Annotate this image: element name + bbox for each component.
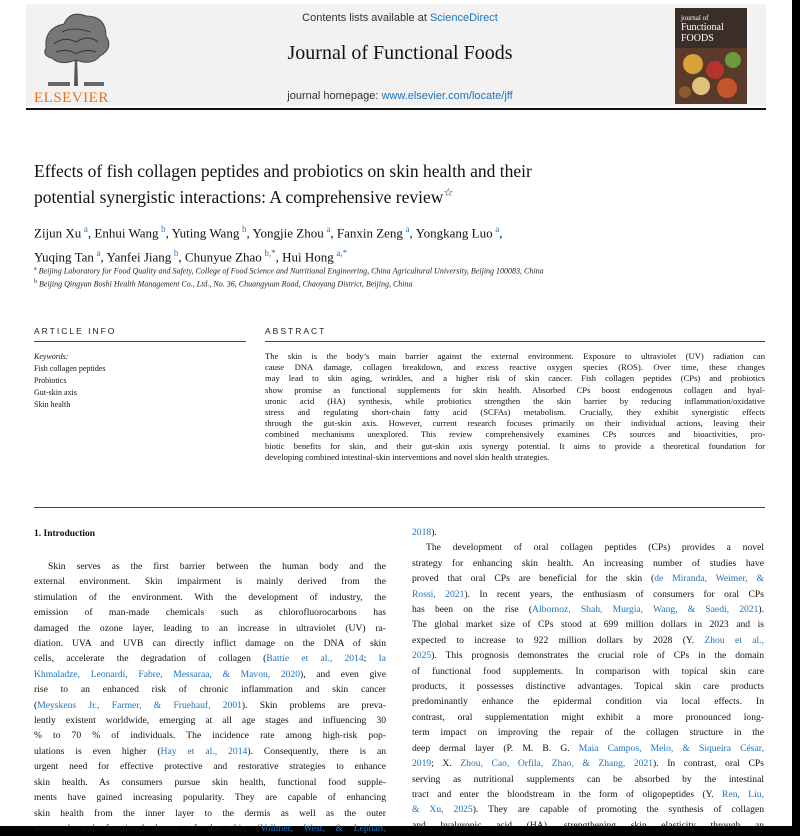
- body-text: contrast, oral supplementation might exhibit a more pronounced long-: [412, 711, 764, 723]
- article-info-rule: [34, 341, 246, 342]
- body-text: The global market size of CPs stood at 699 million dollars in 2023 and is: [412, 619, 764, 631]
- body-text-line: [34, 559, 386, 574]
- article-title-line-2: potential synergistic interactions: A comprehensive review: [34, 186, 444, 207]
- body-text-line: [34, 698, 386, 713]
- contents-prefix: Contents lists available at: [302, 12, 430, 24]
- abstract-line: may lead to skin aging, wrinkles, and a higher risk of skin cancer. Fish collagen peptides (CPs) and probiotics: [265, 373, 765, 384]
- body-text-line: [412, 818, 764, 833]
- body-text: ). This prognosis demonstrates the crucial role of CPs in the domain: [431, 650, 764, 662]
- body-text-line: [34, 821, 386, 836]
- body-text-line: [412, 571, 764, 586]
- abstract-line: The skin is the body’s main barrier against the external environment. Exposure to ultraviolet (UV) radiation can: [265, 351, 765, 361]
- body-text-line: [412, 694, 764, 709]
- body-text: cells, accelerate the degradation of collagen (: [34, 653, 267, 665]
- keyword-item: Fish collagen peptides: [34, 364, 106, 373]
- body-text-line: [34, 574, 386, 589]
- affiliation-text: Beijing Qingyan Boshi Health Management Co., Ltd., No. 36, Chuangyuan Road, Chaoyang District, Beijing, China: [39, 279, 413, 289]
- author-affiliation-marker[interactable]: b: [161, 224, 166, 234]
- journal-title[interactable]: Journal of Functional Foods: [287, 42, 513, 64]
- body-text-line: [412, 664, 764, 679]
- body-text-line: [412, 772, 764, 787]
- body-text-line: [412, 556, 764, 571]
- body-text: ).: [431, 527, 437, 538]
- body-text-line: [34, 713, 386, 728]
- body-text-line: [34, 728, 386, 743]
- author-affiliation-marker[interactable]: a: [326, 224, 331, 234]
- citation-link[interactable]: Zhou, Cao, Orfila, Zhao, & Zhang, 2021: [460, 758, 654, 770]
- body-text: ). In recent years, the enthusiasm of consumers for oral CPs: [464, 588, 764, 600]
- affiliation-a: [34, 266, 754, 276]
- abstract-heading: ABSTRACT: [265, 326, 327, 336]
- abstract-line: developing combined intestinal-skin interventions and novel skin health strategies.: [265, 451, 550, 462]
- cover-title: [681, 14, 724, 44]
- body-text-line: [34, 621, 386, 636]
- body-text-line: [34, 590, 386, 605]
- section-heading-introduction: 1. Introduction: [34, 529, 96, 539]
- author-name[interactable]: Yanfei Jiang: [106, 249, 172, 265]
- body-text: urgent need for effective protective and restorative strategies to enhance: [34, 761, 386, 773]
- abstract-bottom-rule: [34, 507, 765, 508]
- body-text: The development of oral collagen peptides (CPs) provides a novel: [426, 542, 764, 554]
- body-text-line: [412, 802, 764, 817]
- body-text: and hyaluronic acid (HA), strengthening skin elasticity through an: [412, 819, 764, 831]
- author-name[interactable]: Yuting Wang: [171, 225, 240, 241]
- body-text: damaged the ozone layer, leading to an increase in ultraviolet (UV) ra-: [34, 622, 386, 634]
- keyword-item: Gut-skin axis: [34, 388, 77, 397]
- citation-link[interactable]: Vollmer, West, & Lephart,: [260, 822, 386, 834]
- affiliation-marker: a: [34, 266, 37, 272]
- author-name[interactable]: Zijun Xu: [34, 225, 82, 241]
- author-affiliation-marker[interactable]: b: [173, 248, 179, 259]
- header-divider: [26, 108, 766, 110]
- citation-link[interactable]: Zhou et al.,: [704, 634, 764, 646]
- article-title-line-1: Effects of fish collagen peptides and probiotics on skin health and their: [34, 161, 532, 181]
- keyword-item: Skin health: [34, 400, 71, 409]
- body-text: ), and even give: [300, 668, 386, 680]
- body-text-line: [412, 787, 764, 802]
- body-text-line: [34, 775, 386, 790]
- cover-title-functional: Functional: [681, 22, 724, 33]
- body-text-line: [34, 806, 386, 821]
- body-text: external environment. Skin impairment is mainly derived from the: [34, 576, 386, 588]
- abstract-line: show promise as functional supplements for skin health. Absorbed CPs boost endogenous collagen and hyal-: [265, 384, 765, 395]
- body-text-line: [34, 790, 386, 805]
- body-column-left: [34, 559, 386, 836]
- journal-cover-image[interactable]: [675, 8, 747, 104]
- citation-link[interactable]: Ren, Liu,: [722, 788, 764, 800]
- author-name[interactable]: Chunyue Zhao: [184, 249, 262, 265]
- body-text-line: [412, 525, 764, 540]
- body-text-line: [412, 725, 764, 740]
- keyword-item: Probiotics: [34, 376, 67, 385]
- body-text: ). In contrast, oral CPs: [653, 758, 764, 770]
- body-text: expected to increase to 922 million dollars by 2028 (Y.: [412, 634, 705, 646]
- body-text: proved that oral CPs are beneficial for the skin (: [412, 573, 655, 585]
- body-text-line: [412, 756, 764, 771]
- body-text: ;: [363, 653, 379, 665]
- citation-link[interactable]: Meyskens Jr., Farmer, & Fruehauf, 2001: [37, 699, 242, 711]
- body-text: % to 70 % of individuals. The incidence rate among high-risk pop-: [34, 730, 386, 742]
- author-list: [34, 219, 754, 268]
- author-name[interactable]: Hui Hong: [282, 249, 334, 265]
- author-affiliation-marker[interactable]: a,*: [336, 248, 348, 259]
- body-text-line: [34, 651, 386, 666]
- cover-journal-of: journal of: [681, 14, 709, 22]
- author-line-1: Zijun Xu $^a$, Enhui Wang $^b$, Yuting Wang $^b$, Yongjie Zhou $^a$, Fanxin Zeng $^a$, Yongkang Luo $^a$,: [34, 224, 503, 241]
- citation-link[interactable]: Maia Campos, Melo, & Siqueira César,: [578, 742, 764, 754]
- title-footnote-star-icon[interactable]: ☆: [443, 187, 454, 199]
- abstract-rule: [265, 341, 765, 342]
- keywords-label: Keywords:: [34, 352, 69, 361]
- body-text-line: [412, 679, 764, 694]
- body-text: deep dermal layer (P. M. B. G.: [412, 742, 579, 754]
- abstract-text: [265, 351, 765, 463]
- body-text: tract and enter the bloodstream in the form of oligopeptides (Y.: [412, 788, 723, 800]
- body-text-line: [34, 605, 386, 620]
- author-affiliation-marker[interactable]: a: [495, 224, 500, 234]
- citation-link[interactable]: Ia: [378, 653, 386, 665]
- author-name[interactable]: Yongkang Luo: [415, 225, 493, 241]
- body-text-line: [34, 636, 386, 651]
- author-name[interactable]: Enhui Wang: [94, 225, 159, 241]
- author-name[interactable]: Yongjie Zhou: [252, 225, 324, 241]
- citation-link[interactable]: 2019: [412, 758, 432, 770]
- body-text: ). They are capable of promoting the synthesis of collagen: [472, 804, 764, 816]
- body-text-line: [34, 682, 386, 697]
- affiliation-text: Beijing Laboratory for Food Quality and Safety, College of Food Science and Nutritional Engineering, China Agricultural University, Beijing 100083, China: [38, 266, 544, 276]
- citation-link[interactable]: Khmaladze, Leonardi, Fabre, Messaraa, & Mavon, 2020: [34, 668, 301, 680]
- body-text: ).: [758, 604, 764, 616]
- body-text: ; X.: [431, 758, 461, 770]
- body-text-line: [412, 648, 764, 663]
- body-text-line: [412, 602, 764, 617]
- citation-link[interactable]: 2018: [412, 527, 432, 538]
- body-text-line: [412, 540, 764, 555]
- abstract-line: combined mechanisms unexplored. This review comprehensively examines CPs sources and bioactivities, pro-: [265, 429, 765, 440]
- body-text: products, it possesses distinctive advantages. Topical skin care products: [412, 681, 764, 693]
- body-text: term impact on improving the repair of the collagen structure in the: [412, 727, 764, 739]
- body-text: diation. UVA and UVB can directly inflict damage on the DNA of skin: [34, 638, 386, 650]
- publisher-wordmark[interactable]: ELSEVIER: [34, 90, 109, 106]
- body-text-line: [412, 617, 764, 632]
- author-affiliation-marker[interactable]: a: [96, 248, 101, 259]
- body-text: emission of man-made chemicals such as chlorofluorocarbons has: [34, 607, 386, 619]
- abstract-line: biotic benefits for skin, and their gut-skin axis synergy potential. It aims to provide a theoretical foundation for: [265, 440, 765, 451]
- author-affiliation-marker[interactable]: a: [83, 224, 88, 234]
- affiliation-b: [34, 279, 754, 289]
- body-text-line: [34, 759, 386, 774]
- citation-link[interactable]: Rossi, 2021: [412, 588, 465, 600]
- sciencedirect-link[interactable]: ScienceDirect: [429, 12, 498, 24]
- body-text: stimulation of the environment. With the development of industry, the: [34, 591, 386, 603]
- body-text: ). Consequently, there is an: [247, 745, 387, 757]
- body-text: (: [34, 699, 38, 711]
- author-affiliation-marker[interactable]: b: [241, 224, 247, 234]
- citation-link[interactable]: & Xu, 2025: [412, 804, 473, 816]
- body-text: lently existent worldwide, emerging at all age stages and influencing 30: [34, 715, 386, 727]
- body-text: structural and functional layers of the skin (: [34, 822, 261, 834]
- body-text: skin health from the inner layer to the dermis as well as the outer: [34, 807, 386, 819]
- body-text: Skin serves as the first barrier between the human body and the: [48, 561, 386, 572]
- body-text-line: [412, 587, 764, 602]
- citation-link[interactable]: de Miranda, Weimer, &: [654, 573, 764, 585]
- cover-title-foods: FOODS: [681, 33, 714, 44]
- affiliation-marker: b: [34, 279, 37, 285]
- body-text-line: [34, 744, 386, 759]
- body-text: of functional food supplements. In comparison with topical skin care: [412, 665, 764, 677]
- article-info-heading: ARTICLE INFO: [34, 326, 117, 336]
- body-text: rise to an enhanced risk of chronic inflammation and skin cancer: [34, 684, 386, 696]
- body-text-line: [412, 710, 764, 725]
- body-text: ulations is even higher (: [34, 745, 161, 757]
- article-title: [34, 160, 734, 208]
- homepage-prefix: journal homepage:: [287, 90, 382, 102]
- abstract-line: stress and regulating short-chain fatty acid (SCFAs) metabolism. Crucially, they exhibit synergistic effects: [265, 407, 765, 418]
- citation-link[interactable]: Battie et al., 2014: [266, 653, 364, 665]
- author-name[interactable]: Yuqing Tan: [34, 249, 94, 265]
- body-text: skin health. As consumers pursue skin health, functional food supple-: [34, 776, 386, 788]
- body-text: has been on the rise (: [412, 604, 533, 616]
- body-text-line: [34, 667, 386, 682]
- body-text: ments have gained increasing popularity. They are capable of enhancing: [34, 792, 386, 804]
- body-text: serving as nutritional supplements can be absorbed by the intestinal: [412, 773, 764, 785]
- abstract-line: uronic acid (HA) synthesis, while probiotics strengthen the skin barrier by reducing inflammation/oxidative: [265, 395, 765, 406]
- homepage-link[interactable]: www.elsevier.com/locate/jff: [381, 90, 513, 102]
- body-text-line: [412, 633, 764, 648]
- citation-link[interactable]: 2025: [412, 650, 432, 662]
- abstract-line: cause DNA damage, collagen breakdown, and excess reactive oxygen species (ROS). Over time, these changes: [265, 362, 765, 373]
- body-column-right: [412, 525, 764, 833]
- author-name[interactable]: Fanxin Zeng: [336, 225, 403, 241]
- body-text: predominantly enhance the epidermal condition via local effects. In: [412, 696, 764, 708]
- body-text-line: [412, 741, 764, 756]
- author-affiliation-marker[interactable]: b,*: [264, 248, 276, 259]
- citation-link[interactable]: Albornoz, Shah, Murgia, Wang, & Saedi, 2021: [532, 604, 759, 616]
- body-text: ). Skin problems are preva-: [241, 699, 386, 711]
- citation-link[interactable]: Hay et al., 2014: [160, 745, 248, 757]
- body-text: strategy for enhancing skin health. An increasing number of studies have: [412, 557, 764, 569]
- author-line-2: Yuqing Tan $^a$, Yanfei Jiang $^b$, Chunyue Zhao $^{b,*}$, Hui Hong $^{a,*}$: [34, 248, 348, 265]
- author-affiliation-marker[interactable]: a: [405, 224, 410, 234]
- abstract-line: through the gut-skin axis. However, current research focuses primarily on their individual actions, leaving their: [265, 418, 765, 429]
